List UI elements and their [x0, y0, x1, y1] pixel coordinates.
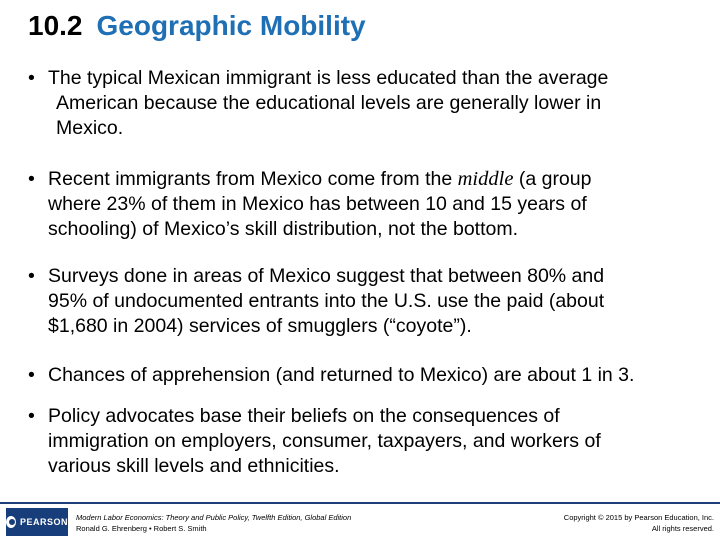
bullet-line: schooling) of Mexico’s skill distribution, not the bottom.	[48, 218, 519, 240]
bullet-line: Recent immigrants from Mexico come from the middle (a group	[48, 168, 592, 190]
pearson-logo: PEARSON	[6, 508, 68, 536]
bullet-marker: •	[28, 405, 35, 427]
bullet-marker: •	[28, 67, 35, 89]
bullet-line: The typical Mexican immigrant is less educated than the average	[48, 67, 609, 89]
bullet-marker: •	[28, 168, 35, 190]
bullet-line: Surveys done in areas of Mexico suggest that between 80% and	[48, 265, 605, 287]
title-text: Geographic Mobility	[96, 10, 366, 41]
emphasis-word: middle	[457, 168, 514, 190]
slide-title	[28, 10, 366, 42]
section-number: 10.2	[28, 10, 83, 41]
bullet-marker: •	[28, 364, 35, 386]
bullet-line: American because the educational levels are generally lower in	[56, 92, 602, 114]
bullet-line: Policy advocates base their beliefs on the consequences of	[48, 405, 560, 427]
bullet-line: Chances of apprehension (and returned to Mexico) are about 1 in 3.	[48, 364, 635, 386]
bullet-marker: •	[28, 265, 35, 287]
bullet-line: 95% of undocumented entrants into the U.S. use the paid (about	[48, 290, 605, 312]
footer-rule	[0, 502, 720, 504]
bullet-line: where 23% of them in Mexico has between 10 and 15 years of	[48, 193, 587, 215]
bullet-line: $1,680 in 2004) services of smugglers (“coyote”).	[48, 315, 472, 337]
rights-text: All rights reserved.	[651, 524, 714, 533]
footer-copyright	[564, 512, 714, 534]
pearson-mark-icon	[6, 516, 16, 528]
bullet-line: various skill levels and ethnicities.	[48, 455, 340, 477]
footer-citation	[76, 512, 351, 534]
book-authors: Ronald G. Ehrenberg • Robert S. Smith	[76, 524, 207, 533]
book-title: Modern Labor Economics: Theory and Public Policy, Twelfth Edition, Global Edition	[76, 513, 352, 522]
bullet-line: immigration on employers, consumer, taxpayers, and workers of	[48, 430, 601, 452]
copyright-text: Copyright © 2015 by Pearson Education, Inc.	[563, 513, 714, 522]
bullet-line: Mexico.	[56, 117, 124, 139]
